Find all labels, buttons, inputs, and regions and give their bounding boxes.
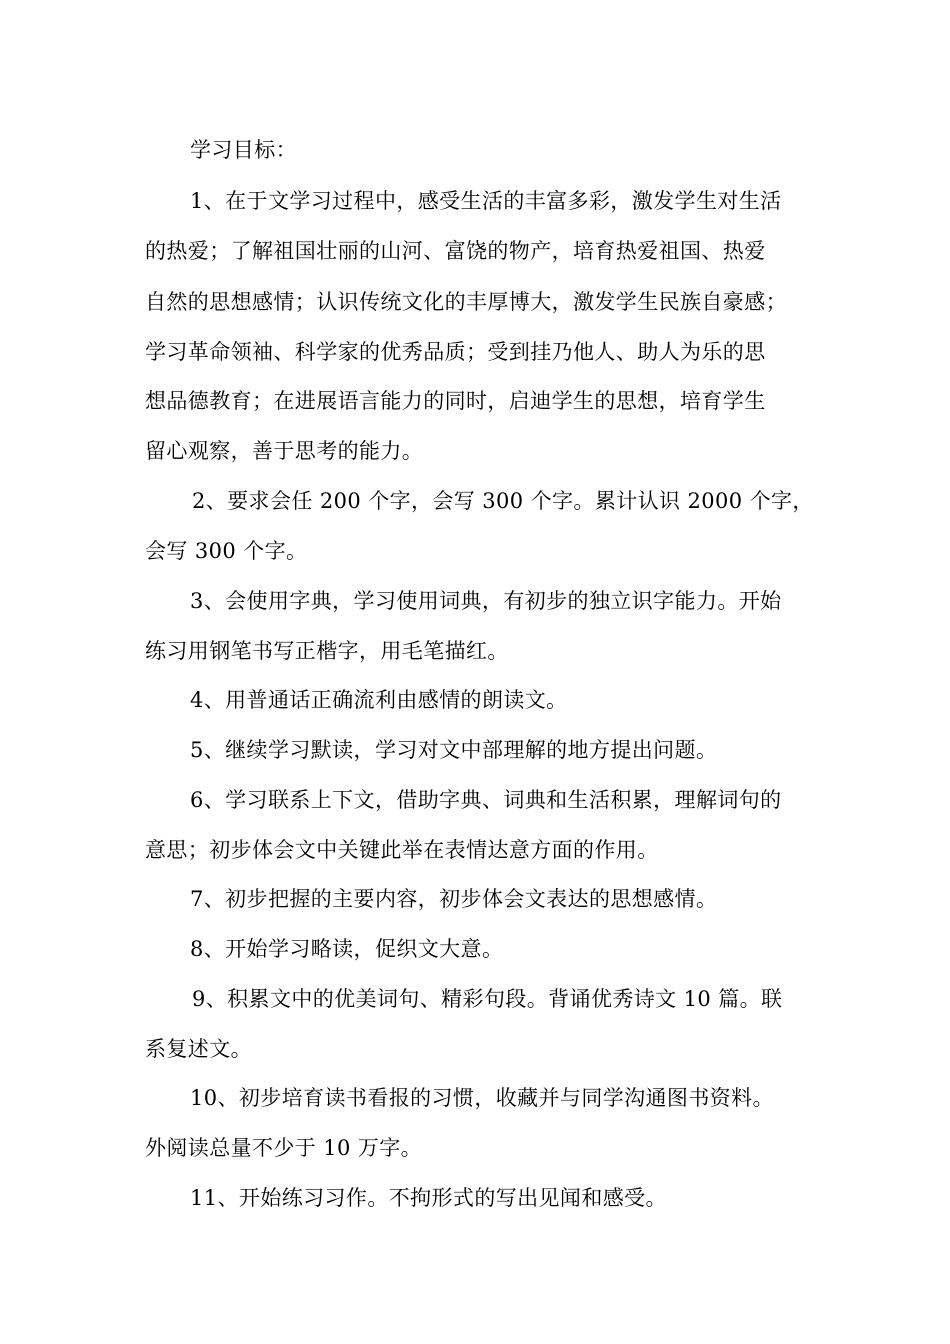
item-line: 9、积累文中的优美词句、精彩句段。背诵优秀诗文 10 篇。联 [192, 987, 783, 1011]
item-line: 4、用普通话正确流利由感情的朗读文。 [190, 688, 568, 712]
item-line: 7、初步把握的主要内容，初步体会文表达的思想感情。 [190, 887, 718, 911]
item-line: 外阅读总量不少于 10 万字。 [145, 1136, 423, 1160]
item-line: 10、初步培育读书看报的习惯，收藏并与同学沟通图书资料。 [190, 1086, 774, 1110]
item-line: 学习革命领袖、科学家的优秀品质；受到挂乃他人、助人为乐的思 [145, 340, 766, 364]
item-line: 11、开始练习习作。不拘形式的写出见闻和感受。 [190, 1186, 667, 1210]
item-line: 意思；初步体会文中关键此举在表情达意方面的作用。 [145, 838, 659, 862]
item-line: 留心观察，善于思考的能力。 [145, 439, 424, 463]
item-line: 3、会使用字典，学习使用词典，有初步的独立识字能力。开始 [190, 589, 782, 613]
item-line: 练习用钢笔书写正楷字，用毛笔描红。 [145, 639, 509, 663]
item-line: 5、继续学习默读，学习对文中部理解的地方提出问题。 [190, 738, 718, 762]
item-line: 自然的思想感情；认识传统文化的丰厚博大，激发学生民族自豪感； [145, 290, 787, 314]
item-line: 6、学习联系上下文，借助字典、词典和生活积累，理解词句的 [190, 788, 782, 812]
heading: 学习目标： [190, 138, 297, 162]
item-line: 8、开始学习略读，促织文大意。 [190, 937, 504, 961]
item-line: 的热爱；了解祖国壮丽的山河、富饶的物产，培育热爱祖国、热爱 [145, 239, 766, 263]
item-line: 1、在于文学习过程中，感受生活的丰富多彩，激发学生对生活 [190, 189, 782, 213]
item-line: 会写 300 个字。 [145, 539, 308, 563]
item-line: 系复述文。 [145, 1037, 252, 1061]
item-line: 2、要求会任 200 个字，会写 300 个字。累计认识 2000 个字， [192, 489, 814, 513]
item-line: 想品德教育；在进展语言能力的同时，启迪学生的思想，培育学生 [145, 389, 766, 413]
